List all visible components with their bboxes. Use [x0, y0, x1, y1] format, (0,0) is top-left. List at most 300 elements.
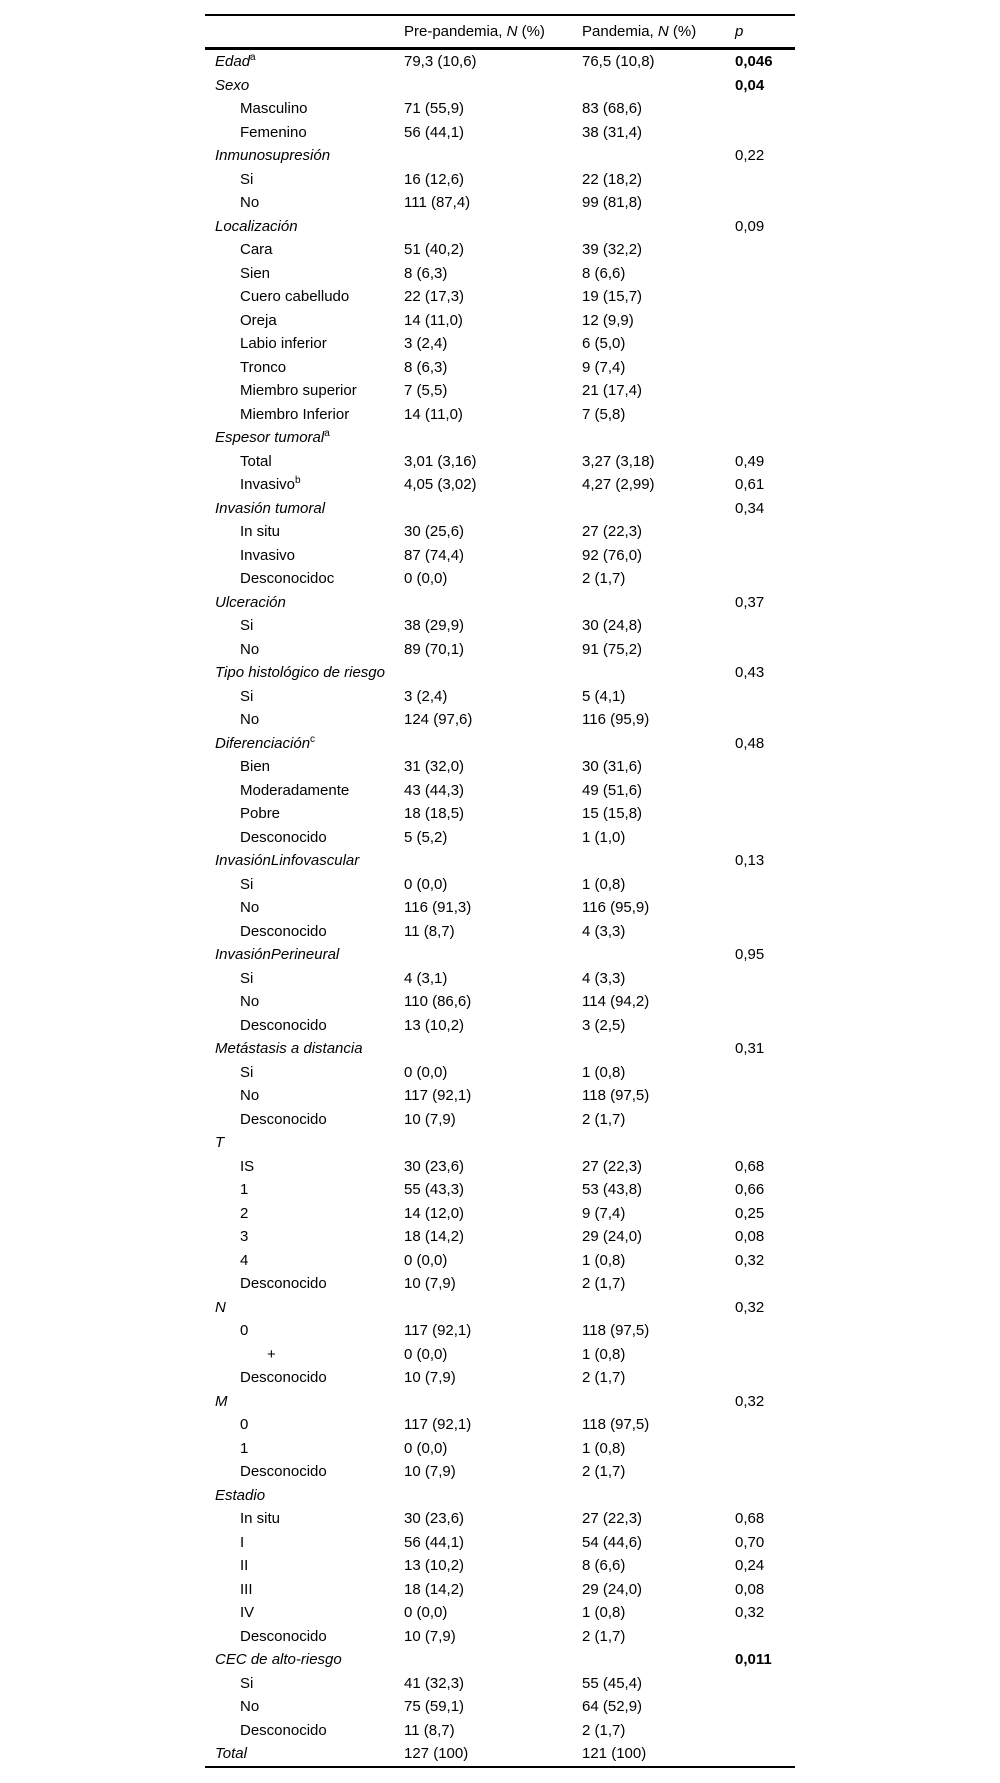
- pre-pandemia-value: 117 (92,1): [404, 1416, 472, 1433]
- row-label: [240, 967, 253, 991]
- pandemia-value: 7 (5,8): [582, 405, 626, 423]
- row-label-text: Si: [240, 617, 254, 634]
- table-row: [205, 1225, 795, 1249]
- row-label: [240, 1249, 248, 1273]
- row-label-text: Desconocido: [240, 1275, 327, 1292]
- p-value: 0,04: [735, 76, 765, 94]
- row-label-text: No: [240, 993, 260, 1010]
- pre-pandemia-value: 55 (43,3): [404, 1181, 465, 1198]
- pandemia-value: 99 (81,8): [582, 194, 643, 211]
- table-row: [205, 1507, 795, 1531]
- table-row: [205, 1108, 795, 1132]
- row-label: [240, 1625, 327, 1649]
- table-row: [205, 97, 795, 121]
- table-row: [205, 379, 795, 403]
- table-row: [205, 1343, 795, 1367]
- row-label: [240, 567, 334, 591]
- row-label: [215, 215, 298, 239]
- pandemia-value: 118 (97,5): [582, 1322, 650, 1339]
- pre-pandemia-value: 0 (0,0): [404, 1439, 448, 1457]
- row-label: [240, 1672, 253, 1696]
- table-row: [205, 1249, 795, 1273]
- table-row: [205, 332, 795, 356]
- row-label-text: I: [240, 1533, 245, 1551]
- row-label: [240, 1601, 254, 1625]
- table-row: [205, 356, 795, 380]
- pandemia-value: 4,27 (2,99): [582, 476, 655, 493]
- row-label-text: +: [267, 1345, 276, 1363]
- row-label: [240, 262, 270, 286]
- row-label: [240, 638, 259, 662]
- table-row: [205, 520, 795, 544]
- pre-pandemia-value: 87 (74,4): [404, 546, 465, 564]
- row-label: [215, 497, 325, 521]
- pandemia-value: 8 (6,6): [582, 264, 626, 282]
- pre-pandemia-value: 117 (92,1): [404, 1087, 472, 1104]
- table-row: [205, 661, 795, 685]
- table-row: [205, 1366, 795, 1390]
- row-label-text: Si: [240, 875, 254, 893]
- pandemia-value: 39 (32,2): [582, 241, 643, 258]
- table-row: [205, 1719, 795, 1743]
- row-label: [215, 1037, 363, 1061]
- pre-pandemia-value: 124 (97,6): [404, 711, 473, 728]
- row-label-text: Pobre: [240, 805, 281, 822]
- table-row: [205, 873, 795, 897]
- row-label-text: No: [240, 1698, 260, 1715]
- row-label-text: N: [215, 1298, 226, 1316]
- p-value: 0,32: [735, 1298, 765, 1316]
- p-value: 0,31: [735, 1040, 765, 1057]
- table-row: [205, 191, 795, 215]
- header-text: Pandemia,: [582, 23, 658, 40]
- pandemia-value: 2 (1,7): [582, 1627, 626, 1645]
- row-label-text: 0: [240, 1322, 249, 1339]
- table-row: [205, 849, 795, 873]
- row-label: [240, 97, 308, 121]
- pre-pandemia-value: 56 (44,1): [404, 1533, 465, 1551]
- pandemia-value: 6 (5,0): [582, 335, 626, 352]
- pre-pandemia-value: 14 (11,0): [404, 405, 463, 423]
- row-label-text: Desconocido: [240, 1627, 327, 1645]
- row-label: [240, 1578, 253, 1602]
- row-label-text: 0: [240, 1416, 249, 1433]
- table-row: [205, 967, 795, 991]
- table-row: [205, 238, 795, 262]
- table-row: [205, 1484, 795, 1508]
- row-label-text: 2: [240, 1204, 249, 1222]
- footnote-marker: a: [250, 52, 256, 63]
- row-label-text: Cara: [240, 241, 273, 258]
- header-n-italic: N: [506, 23, 518, 40]
- row-label: [240, 238, 273, 262]
- pre-pandemia-value: 0 (0,0): [404, 1063, 448, 1081]
- row-label: [240, 1460, 327, 1484]
- pandemia-value: 1 (0,8): [582, 1439, 626, 1457]
- row-label-text: Localización: [215, 217, 298, 235]
- pandemia-value: 22 (18,2): [582, 170, 643, 188]
- column-header-pandemia: [582, 16, 696, 47]
- row-label: [240, 1178, 248, 1202]
- table-row: [205, 309, 795, 333]
- pandemia-value: 64 (52,9): [582, 1698, 643, 1715]
- row-label: [240, 826, 327, 850]
- pre-pandemia-value: 18 (14,2): [404, 1228, 465, 1245]
- row-label: [215, 144, 330, 168]
- pre-pandemia-value: 22 (17,3): [404, 288, 465, 305]
- table-row: [205, 920, 795, 944]
- pre-pandemia-value: 13 (10,2): [404, 1016, 465, 1034]
- row-label-text: Sien: [240, 264, 271, 282]
- row-label-text: 3: [240, 1228, 249, 1245]
- row-label: [240, 168, 253, 192]
- row-label-text: III: [240, 1580, 253, 1598]
- row-label: [240, 1225, 248, 1249]
- table-row: [205, 1531, 795, 1555]
- pre-pandemia-value: 10 (7,9): [404, 1275, 456, 1292]
- row-label: [240, 920, 327, 944]
- p-value: 0,08: [735, 1580, 765, 1598]
- row-label: [240, 1014, 327, 1038]
- pre-pandemia-value: 116 (91,3): [404, 899, 472, 916]
- row-label-text: Invasivo: [240, 476, 296, 493]
- p-value: 0,24: [735, 1557, 765, 1574]
- row-label: [215, 74, 249, 98]
- table-row: [205, 74, 795, 98]
- table-row: [205, 567, 795, 591]
- pre-pandemia-value: 8 (6,3): [404, 264, 448, 282]
- p-value: 0,32: [735, 1604, 765, 1621]
- row-label-text: Desconocido: [240, 828, 327, 846]
- row-label-text: Oreja: [240, 311, 277, 329]
- row-label: [240, 873, 253, 897]
- table-row: [205, 1413, 795, 1437]
- table-row: [205, 1272, 795, 1296]
- row-label-text: Total: [240, 452, 272, 470]
- pandemia-value: 27 (22,3): [582, 523, 643, 540]
- table-row: [205, 1695, 795, 1719]
- pre-pandemia-value: 11 (8,7): [404, 1721, 455, 1739]
- p-value: 0,08: [735, 1228, 765, 1245]
- p-value: 0,046: [735, 53, 773, 70]
- pandemia-value: 30 (31,6): [582, 758, 643, 775]
- row-label-text: II: [240, 1557, 249, 1574]
- row-label: [240, 1084, 259, 1108]
- table-row: [205, 802, 795, 826]
- pre-pandemia-value: 89 (70,1): [404, 640, 465, 658]
- row-label: [215, 50, 256, 74]
- row-label-text: Invasivo: [240, 546, 296, 564]
- row-label-text: Desconocidoc: [240, 570, 335, 587]
- pandemia-value: 83 (68,6): [582, 100, 643, 117]
- p-value: 0,43: [735, 664, 765, 681]
- pre-pandemia-value: 11 (8,7): [404, 922, 455, 940]
- table-row: [205, 403, 795, 427]
- row-label: [240, 379, 357, 403]
- row-label: [267, 1343, 276, 1367]
- table-row: [205, 426, 795, 450]
- row-label-text: 4: [240, 1251, 249, 1269]
- table-row: [205, 1554, 795, 1578]
- p-value: 0,32: [735, 1392, 765, 1410]
- row-label: [240, 450, 272, 474]
- table-row: [205, 826, 795, 850]
- pre-pandemia-value: 10 (7,9): [404, 1110, 456, 1128]
- pandemia-value: 8 (6,6): [582, 1557, 626, 1574]
- table-row: [205, 638, 795, 662]
- table-row: [205, 732, 795, 756]
- row-label-text: CEC de alto-riesgo: [215, 1651, 342, 1668]
- pre-pandemia-value: 0 (0,0): [404, 1251, 448, 1269]
- pandemia-value: 53 (43,8): [582, 1181, 643, 1198]
- p-value: 0,48: [735, 734, 765, 752]
- pandemia-value: 121 (100): [582, 1745, 647, 1762]
- row-label-text: Total: [215, 1745, 247, 1762]
- table-row: [205, 262, 795, 286]
- pre-pandemia-value: 10 (7,9): [404, 1463, 456, 1480]
- row-label-text: Invasión tumoral: [215, 499, 326, 517]
- row-label-text: Miembro Inferior: [240, 405, 350, 423]
- row-label-text: M: [215, 1392, 228, 1410]
- p-value: 0,09: [735, 217, 765, 235]
- p-value: 0,61: [735, 476, 765, 493]
- row-label: [240, 1202, 248, 1226]
- footnote-marker: b: [295, 475, 301, 486]
- row-label: [240, 708, 259, 732]
- pre-pandemia-value: 0 (0,0): [404, 1345, 448, 1363]
- row-label-text: No: [240, 1087, 260, 1104]
- table-row: [205, 591, 795, 615]
- table-row: [205, 215, 795, 239]
- row-label: [240, 1554, 248, 1578]
- row-label-text: Desconocido: [240, 1110, 327, 1128]
- pre-pandemia-value: 30 (23,6): [404, 1157, 465, 1175]
- p-value: 0,66: [735, 1181, 765, 1198]
- pandemia-value: 4 (3,3): [582, 922, 626, 940]
- pre-pandemia-value: 30 (25,6): [404, 523, 465, 540]
- pandemia-value: 54 (44,6): [582, 1533, 643, 1551]
- table-row: [205, 779, 795, 803]
- pandemia-value: 55 (45,4): [582, 1674, 643, 1692]
- pre-pandemia-value: 3 (2,4): [404, 687, 448, 705]
- row-label-text: Si: [240, 969, 254, 987]
- row-label: [240, 802, 280, 826]
- p-value: 0,011: [735, 1651, 772, 1668]
- pre-pandemia-value: 75 (59,1): [404, 1698, 465, 1715]
- pandemia-value: 91 (75,2): [582, 640, 643, 658]
- p-value: 0,13: [735, 852, 765, 869]
- pre-pandemia-value: 14 (11,0): [404, 311, 463, 329]
- table-row: [205, 685, 795, 709]
- pre-pandemia-value: 41 (32,3): [404, 1674, 465, 1692]
- table-row: [205, 1625, 795, 1649]
- pandemia-value: 38 (31,4): [582, 123, 643, 141]
- table-row: [205, 497, 795, 521]
- column-header-p: p: [735, 23, 744, 40]
- table-row: [205, 1061, 795, 1085]
- row-label: [240, 356, 286, 380]
- row-label-text: Miembro superior: [240, 382, 357, 399]
- footnote-marker: c: [310, 733, 316, 745]
- table-row: [205, 1578, 795, 1602]
- row-label: [215, 1484, 265, 1508]
- pre-pandemia-value: 18 (18,5): [404, 805, 465, 822]
- row-label: [240, 1366, 327, 1390]
- row-label: [240, 1507, 280, 1531]
- row-label: [215, 1131, 224, 1155]
- row-label-text: Desconocido: [240, 1721, 327, 1739]
- p-value: 0,68: [735, 1157, 765, 1175]
- row-label-text: Tronco: [240, 358, 287, 376]
- row-label: [215, 1296, 226, 1320]
- pre-pandemia-value: 10 (7,9): [404, 1369, 456, 1386]
- pandemia-value: 92 (76,0): [582, 546, 643, 564]
- pandemia-value: 9 (7,4): [582, 1204, 626, 1222]
- pre-pandemia-value: 16 (12,6): [404, 170, 465, 188]
- table-row: [205, 1319, 795, 1343]
- table-row: [205, 1131, 795, 1155]
- pandemia-value: 21 (17,4): [582, 382, 643, 399]
- row-label: [240, 403, 349, 427]
- pre-pandemia-value: 14 (12,0): [404, 1204, 465, 1222]
- pandemia-value: 15 (15,8): [582, 805, 643, 822]
- row-label-text: Moderadamente: [240, 781, 350, 799]
- pandemia-value: 116 (95,9): [582, 711, 650, 728]
- table-row: [205, 990, 795, 1014]
- pandemia-value: 118 (97,5): [582, 1416, 650, 1433]
- p-value: 0,25: [735, 1204, 765, 1222]
- row-label: [240, 1719, 327, 1743]
- p-value: 0,37: [735, 593, 765, 611]
- row-label-text: Inmunosupresión: [215, 147, 331, 164]
- pandemia-value: 29 (24,0): [582, 1580, 643, 1598]
- row-label-text: Si: [240, 1674, 254, 1692]
- pre-pandemia-value: 110 (86,6): [404, 993, 472, 1010]
- row-label: [240, 309, 277, 333]
- row-label-text: Femenino: [240, 123, 307, 141]
- row-label-text: T: [215, 1134, 225, 1151]
- row-label-text: Sexo: [215, 76, 250, 94]
- header-pct: (%): [668, 23, 697, 40]
- table-row: [205, 168, 795, 192]
- row-label: [240, 990, 259, 1014]
- pre-pandemia-value: 30 (23,6): [404, 1510, 465, 1527]
- pre-pandemia-value: 0 (0,0): [404, 570, 448, 587]
- p-value: 0,68: [735, 1510, 765, 1527]
- row-label: [240, 121, 307, 145]
- pandemia-value: 1 (0,8): [582, 1345, 626, 1363]
- pre-pandemia-value: 5 (5,2): [404, 828, 448, 846]
- row-label: [240, 1695, 259, 1719]
- header-n-italic: N: [657, 23, 669, 40]
- pre-pandemia-value: 8 (6,3): [404, 358, 448, 376]
- table-row: [205, 285, 795, 309]
- pandemia-value: 2 (1,7): [582, 1110, 626, 1128]
- table-row: [205, 1037, 795, 1061]
- row-label: [240, 896, 259, 920]
- pre-pandemia-value: 43 (44,3): [404, 781, 465, 799]
- table-row: [205, 1648, 795, 1672]
- pre-pandemia-value: 127 (100): [404, 1745, 469, 1762]
- pre-pandemia-value: 10 (7,9): [404, 1627, 456, 1645]
- pre-pandemia-value: 3,01 (3,16): [404, 452, 477, 470]
- table-row: [205, 1742, 795, 1766]
- row-label-text: IV: [240, 1604, 255, 1621]
- table-bottom-rule: [205, 1766, 795, 1768]
- row-label: [215, 1648, 342, 1672]
- row-label: [240, 544, 295, 568]
- row-label: [215, 426, 330, 450]
- row-label-text: IS: [240, 1157, 255, 1175]
- table-row: [205, 1672, 795, 1696]
- table-row: [205, 1390, 795, 1414]
- pandemia-value: 2 (1,7): [582, 1369, 626, 1386]
- row-label-text: Bien: [240, 758, 271, 775]
- pre-pandemia-value: 111 (87,4): [404, 194, 471, 211]
- pre-pandemia-value: 117 (92,1): [404, 1322, 472, 1339]
- row-label-text: Edad: [215, 53, 251, 70]
- row-label-text: Espesor tumoral: [215, 429, 325, 446]
- pandemia-value: 1 (0,8): [582, 875, 626, 893]
- row-label: [240, 473, 301, 497]
- clinical-comparison-table: [205, 14, 795, 1768]
- table-row: [205, 708, 795, 732]
- pandemia-value: 1 (0,8): [582, 1604, 626, 1621]
- pandemia-value: 12 (9,9): [582, 311, 634, 329]
- pandemia-value: 2 (1,7): [582, 1721, 626, 1739]
- table-row: [205, 614, 795, 638]
- header-text: Pre-pandemia,: [404, 23, 507, 40]
- row-label-text: Desconocido: [240, 1369, 327, 1386]
- row-label-text: Estadio: [215, 1486, 266, 1504]
- table-header-row: [205, 16, 795, 47]
- table-row: [205, 1178, 795, 1202]
- row-label-text: Masculino: [240, 100, 308, 117]
- row-label-text: In situ: [240, 1510, 281, 1527]
- pandemia-value: 9 (7,4): [582, 358, 626, 376]
- pandemia-value: 114 (94,2): [582, 993, 650, 1010]
- row-label: [215, 849, 359, 873]
- table-row: [205, 544, 795, 568]
- row-label-text: No: [240, 899, 260, 916]
- pandemia-value: 1 (0,8): [582, 1251, 626, 1269]
- table-row: [205, 121, 795, 145]
- pandemia-value: 4 (3,3): [582, 969, 626, 987]
- row-label: [240, 779, 349, 803]
- table-row: [205, 943, 795, 967]
- row-label: [240, 285, 349, 309]
- row-label: [215, 732, 315, 756]
- row-label: [240, 332, 327, 356]
- row-label-text: Cuero cabelludo: [240, 288, 350, 305]
- p-value: 0,34: [735, 499, 765, 517]
- row-label-text: Desconocido: [240, 1463, 327, 1480]
- p-value: 0,22: [735, 147, 765, 164]
- pandemia-value: 5 (4,1): [582, 687, 626, 705]
- pandemia-value: 2 (1,7): [582, 1463, 626, 1480]
- row-label-text: No: [240, 711, 260, 728]
- pre-pandemia-value: 0 (0,0): [404, 1604, 448, 1621]
- row-label-text: InvasiónLinfovascular: [215, 852, 360, 869]
- pandemia-value: 1 (1,0): [582, 828, 626, 846]
- table-row: [205, 450, 795, 474]
- row-label: [215, 943, 339, 967]
- row-label-text: Si: [240, 1063, 254, 1081]
- row-label: [240, 1413, 248, 1437]
- table-row: [205, 473, 795, 497]
- table-row: [205, 1155, 795, 1179]
- pre-pandemia-value: 71 (55,9): [404, 100, 465, 117]
